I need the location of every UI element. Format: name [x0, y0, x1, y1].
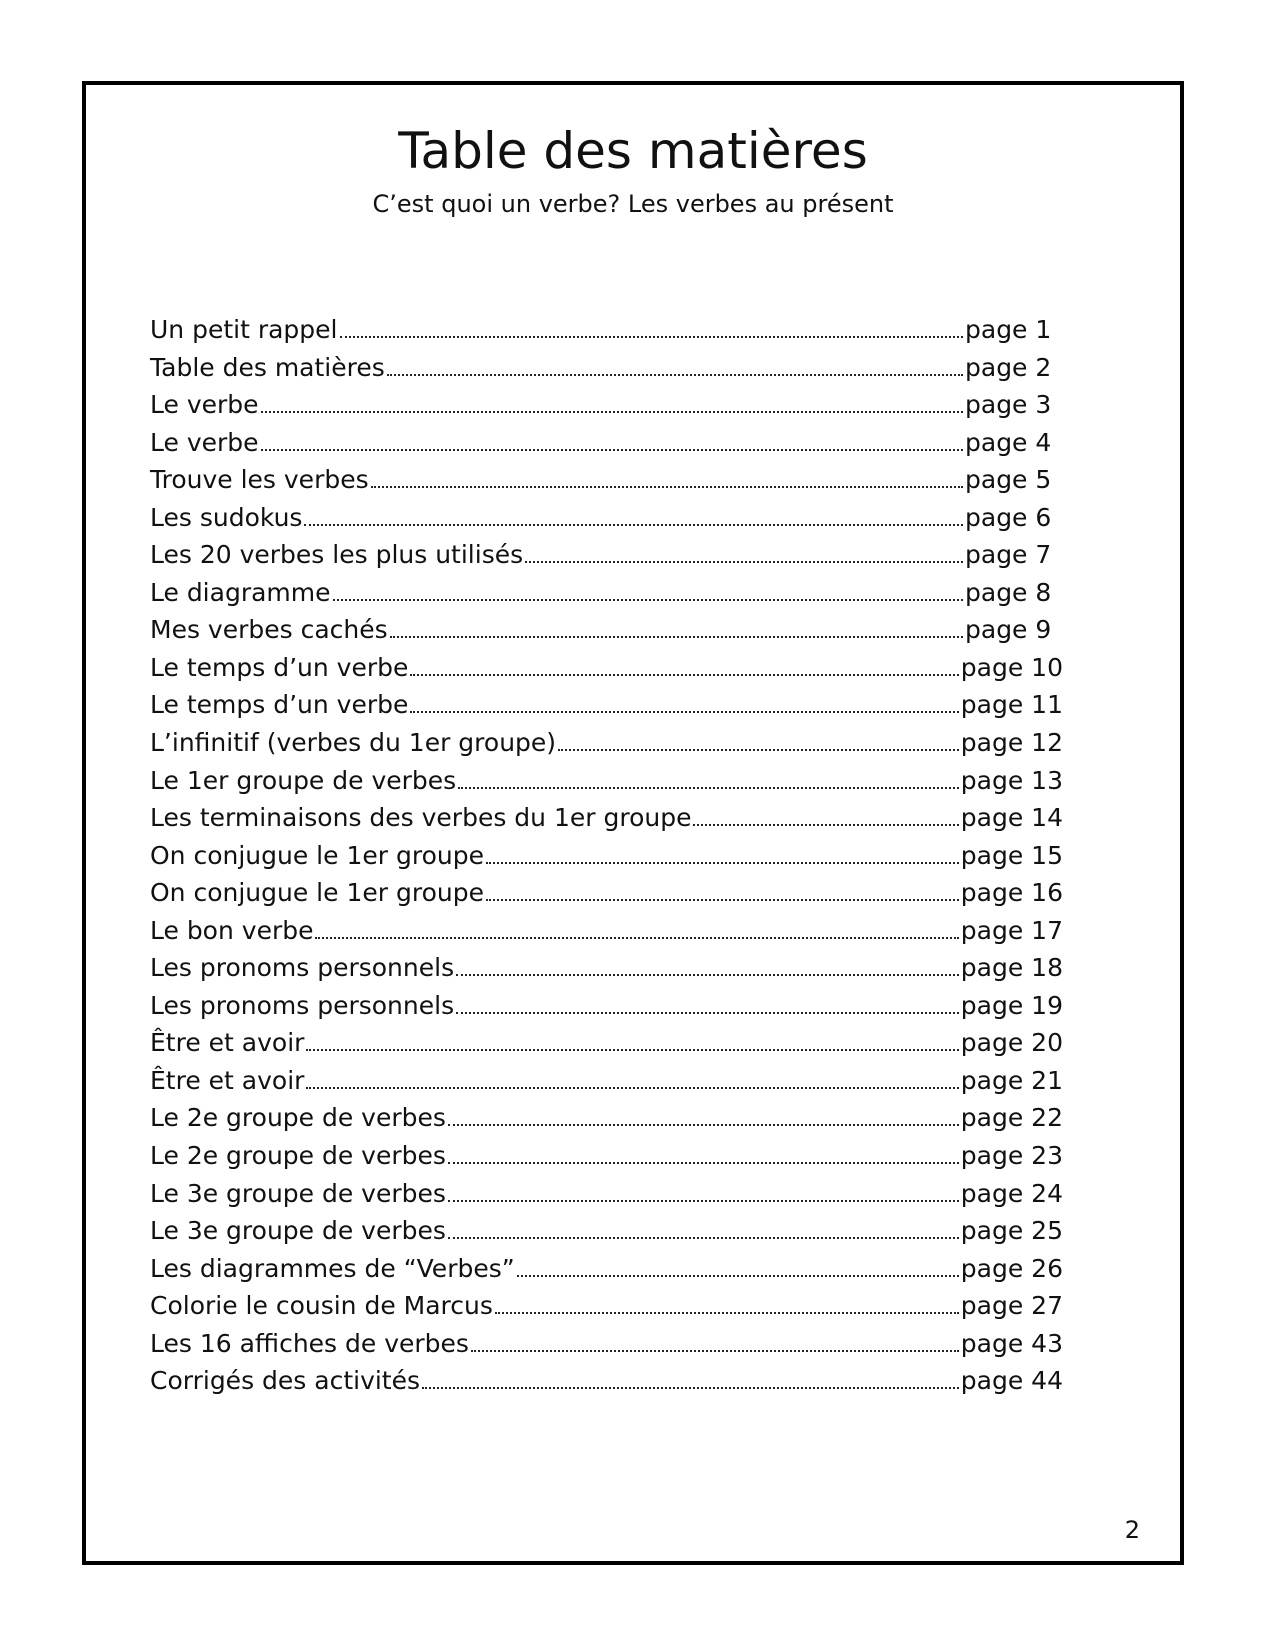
dot-leader [371, 486, 963, 488]
toc-entry-title: Le 3e groupe de verbes [150, 1216, 446, 1246]
toc-entry [150, 1062, 1063, 1100]
toc-entry-title: Table des matières [150, 352, 385, 382]
toc-entry-title: Le temps d’un verbe [150, 652, 409, 682]
toc-entry-page: page 14 [960, 803, 1063, 833]
toc-entry [150, 1287, 1063, 1325]
toc-entry-page: page 3 [965, 390, 1052, 420]
dot-leader [456, 1012, 959, 1014]
toc-entry [150, 762, 1063, 800]
dot-leader [486, 899, 959, 901]
dot-leader [387, 374, 963, 376]
toc-entry-page: page 6 [965, 502, 1052, 532]
toc-entry [150, 1212, 1063, 1250]
dot-leader [410, 674, 958, 676]
toc-entry [150, 349, 1063, 387]
toc-entry [150, 912, 1063, 950]
toc-entry-page: page 11 [960, 690, 1063, 720]
toc-entry-title: Les 16 affiches de verbes [150, 1328, 469, 1358]
dot-leader [458, 787, 959, 789]
dot-leader [486, 862, 959, 864]
dot-leader [448, 1124, 959, 1126]
page-number: 2 [1124, 1516, 1140, 1544]
dot-leader [525, 561, 963, 563]
toc-entry-page: page 44 [960, 1366, 1063, 1396]
toc-entry-title: Trouve les verbes [150, 465, 369, 495]
page-title: Table des matières [398, 122, 868, 180]
toc-entry-page: page 12 [960, 728, 1063, 758]
toc-entry [150, 837, 1063, 875]
dot-leader [333, 599, 963, 601]
toc-entry-page: page 21 [960, 1065, 1063, 1095]
toc-entry [150, 1250, 1063, 1288]
toc-entry-title: Le 2e groupe de verbes [150, 1103, 446, 1133]
toc-entry-page: page 4 [965, 427, 1052, 457]
toc-entry-title: Le diagramme [150, 577, 331, 607]
toc-entry-title: Être et avoir [150, 1028, 305, 1058]
toc-entry [150, 799, 1063, 837]
toc-entry-page: page 20 [960, 1028, 1063, 1058]
toc-entry-title: Les terminaisons des verbes du 1er groupe [150, 803, 692, 833]
dot-leader [261, 449, 963, 451]
toc-entry [150, 949, 1063, 987]
toc-entry [150, 461, 1063, 499]
toc-entry [150, 574, 1063, 612]
toc-entry-page: page 13 [960, 765, 1063, 795]
toc-entry-page: page 8 [965, 577, 1052, 607]
dot-leader [315, 937, 958, 939]
toc-entry-title: Le bon verbe [150, 915, 314, 945]
toc-entry [150, 536, 1063, 574]
dot-leader [390, 636, 963, 638]
toc-entry [150, 1175, 1063, 1213]
toc-entry-title: L’infinitif (verbes du 1er groupe) [150, 728, 557, 758]
toc-entry-page: page 19 [960, 990, 1063, 1020]
toc-entry [150, 611, 1063, 649]
dot-leader [306, 1087, 958, 1089]
toc-entry [150, 1362, 1063, 1400]
toc-entry [150, 987, 1063, 1025]
dot-leader [261, 411, 963, 413]
toc-entry-title: Être et avoir [150, 1065, 305, 1095]
dot-leader [558, 749, 959, 751]
toc-entry [150, 874, 1063, 912]
toc-entry-page: page 26 [960, 1253, 1063, 1283]
dot-leader [306, 1049, 958, 1051]
toc-entry-page: page 17 [960, 915, 1063, 945]
dot-leader [448, 1237, 959, 1239]
toc-entry-title: Le verbe [150, 427, 259, 457]
toc-entry-page: page 2 [965, 352, 1052, 382]
toc-entry-title: Les diagrammes de “Verbes” [150, 1253, 515, 1283]
dot-leader [422, 1387, 959, 1389]
toc-entry-page: page 10 [960, 652, 1063, 682]
toc-entry-title: Le verbe [150, 390, 259, 420]
toc-entry-page: page 27 [960, 1291, 1063, 1321]
toc-entry-title: Le 3e groupe de verbes [150, 1178, 446, 1208]
toc-entry-title: Mes verbes cachés [150, 615, 388, 645]
dot-leader [448, 1200, 959, 1202]
toc-entry-title: Corrigés des activités [150, 1366, 421, 1396]
toc-entry [150, 649, 1063, 687]
toc-entry-page: page 7 [965, 540, 1052, 570]
dot-leader [410, 711, 958, 713]
toc-entry-page: page 15 [960, 840, 1063, 870]
toc-entry-page: page 18 [960, 953, 1063, 983]
toc-entry-title: Les pronoms personnels [150, 953, 455, 983]
page-subtitle: C’est quoi un verbe? Les verbes au présent [372, 190, 894, 218]
dot-leader [448, 1162, 959, 1164]
toc-entry [150, 686, 1063, 724]
toc-entry-title: Le temps d’un verbe [150, 690, 409, 720]
dot-leader [471, 1350, 959, 1352]
toc-entry-page: page 9 [965, 615, 1052, 645]
toc-entry-page: page 23 [960, 1141, 1063, 1171]
toc-entry [150, 499, 1063, 537]
dot-leader [495, 1312, 959, 1314]
dot-leader [693, 824, 958, 826]
toc-entry [150, 386, 1063, 424]
toc-entry-title: Les sudokus [150, 502, 303, 532]
toc-entry-title: Colorie le cousin de Marcus [150, 1291, 493, 1321]
toc-entry [150, 424, 1063, 462]
page-frame [82, 81, 1184, 1565]
toc-entry-page: page 22 [960, 1103, 1063, 1133]
toc-entry [150, 724, 1063, 762]
toc-entry-title: On conjugue le 1er groupe [150, 878, 484, 908]
toc-entry-title: Les 20 verbes les plus utilisés [150, 540, 524, 570]
table-of-contents [150, 311, 1063, 1400]
toc-entry-title: Le 2e groupe de verbes [150, 1141, 446, 1171]
toc-entry-title: Un petit rappel [150, 315, 338, 344]
toc-entry-title: Le 1er groupe de verbes [150, 765, 457, 795]
toc-entry [150, 1137, 1063, 1175]
toc-entry [150, 311, 1063, 349]
toc-entry [150, 1325, 1063, 1363]
dot-leader [340, 336, 964, 338]
toc-entry [150, 1024, 1063, 1062]
dot-leader [456, 974, 959, 976]
toc-entry-page: page 25 [960, 1216, 1063, 1246]
toc-entry-title: Les pronoms personnels [150, 990, 455, 1020]
dot-leader [304, 524, 963, 526]
toc-entry-page: page 24 [960, 1178, 1063, 1208]
toc-entry-page: page 1 [965, 315, 1052, 344]
toc-entry [150, 1099, 1063, 1137]
dot-leader [517, 1275, 959, 1277]
toc-entry-page: page 43 [960, 1328, 1063, 1358]
toc-entry-title: On conjugue le 1er groupe [150, 840, 484, 870]
toc-entry-page: page 5 [965, 465, 1052, 495]
toc-entry-page: page 16 [960, 878, 1063, 908]
